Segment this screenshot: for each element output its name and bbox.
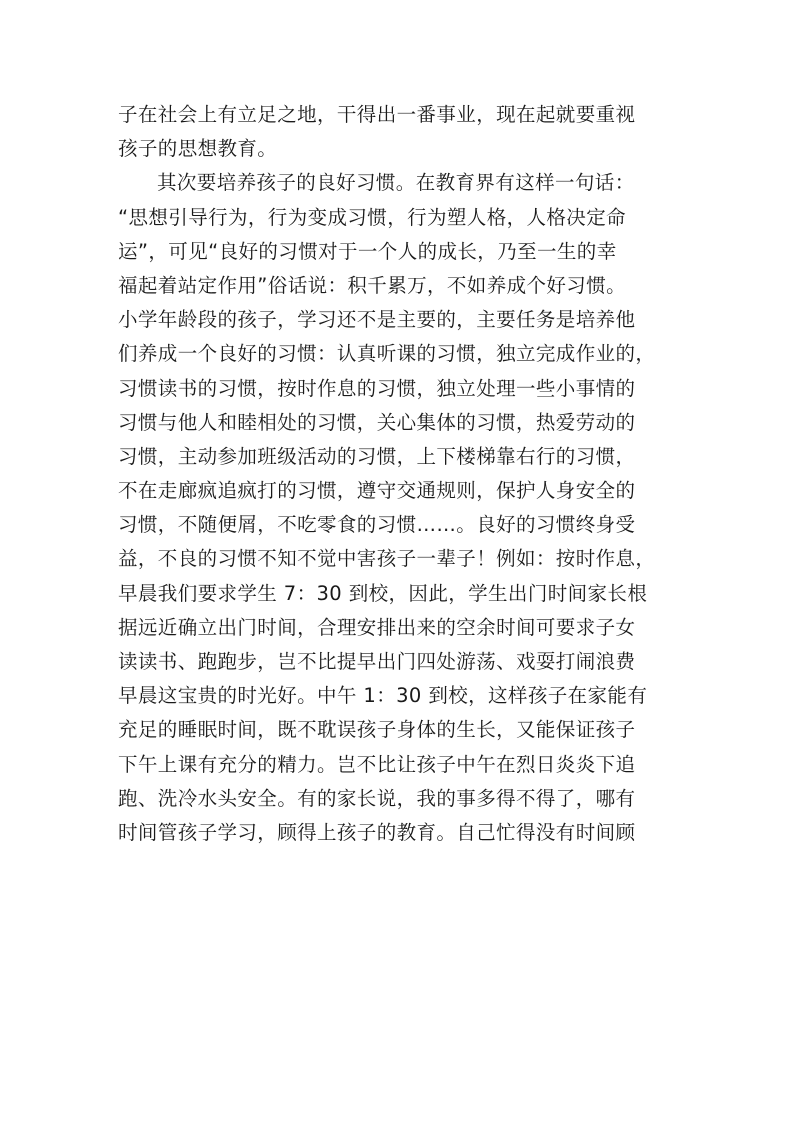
text-line: 孩子的思想教育。 [118,137,278,161]
text-line: 益，不良的习惯不知不觉中害孩子一辈子！例如：按时作息， [118,547,656,571]
text-line: 充足的睡眠时间，既不耽误孩子身体的生长，又能保证孩子 [118,718,636,742]
text-line: 时间管孩子学习，顾得上孩子的教育。自己忙得没有时间顾 [118,820,636,844]
text-line: 习惯读书的习惯，按时作息的习惯，独立处理一些小事情的 [118,376,636,400]
text-line: 们养成一个良好的习惯：认真听课的习惯，独立完成作业的， [118,342,656,366]
text-line: 子在社会上有立足之地，干得出一番事业，现在起就要重视 [118,103,636,126]
text-line: 习惯，不随便屑，不吃零食的习惯……。良好的习惯终身受 [118,513,636,537]
text-line: 福起着站定作用”俗话说：积千累万，不如养成个好习惯。 [118,273,627,297]
text-line: 习惯，主动参加班级活动的习惯，上下楼梯靠右行的习惯， [118,444,636,468]
text-line: 据远近确立出门时间，合理安排出来的空余时间可要求子女 [118,615,636,639]
text-line: 早晨这宝贵的时光好。中午 1：30 到校，这样孩子在家能有 [118,684,648,708]
paragraph-start-line: 其次要培养孩子的良好习惯。在教育界有这样一句话： [157,171,635,195]
text-line: 习惯与他人和睦相处的习惯，关心集体的习惯，热爱劳动的 [118,410,636,434]
text-line: 不在走廊疯追疯打的习惯，遵守交通规则，保护人身安全的 [118,479,636,503]
text-line: 小学年龄段的孩子，学习还不是主要的，主要任务是培养他 [118,308,636,332]
text-line: 早晨我们要求学生 7：30 到校，因此，学生出门时间家长根 [118,581,648,605]
text-line: 读读书、跑跑步，岂不比提早出门四处游荡、戏耍打闹浪费 [118,650,636,673]
text-line: 跑、洗冷水头安全。有的家长说，我的事多得不得了，哪有 [118,786,636,810]
text-line: 下午上课有充分的精力。岂不比让孩子中午在烈日炎炎下追 [118,752,636,776]
body-text [118,98,683,850]
text-line: “思想引导行为，行为变成习惯，行为塑人格，人格决定命 [118,205,627,229]
text-line: 运”，可见“良好的习惯对于一个人的成长，乃至一生的幸 [118,239,617,263]
